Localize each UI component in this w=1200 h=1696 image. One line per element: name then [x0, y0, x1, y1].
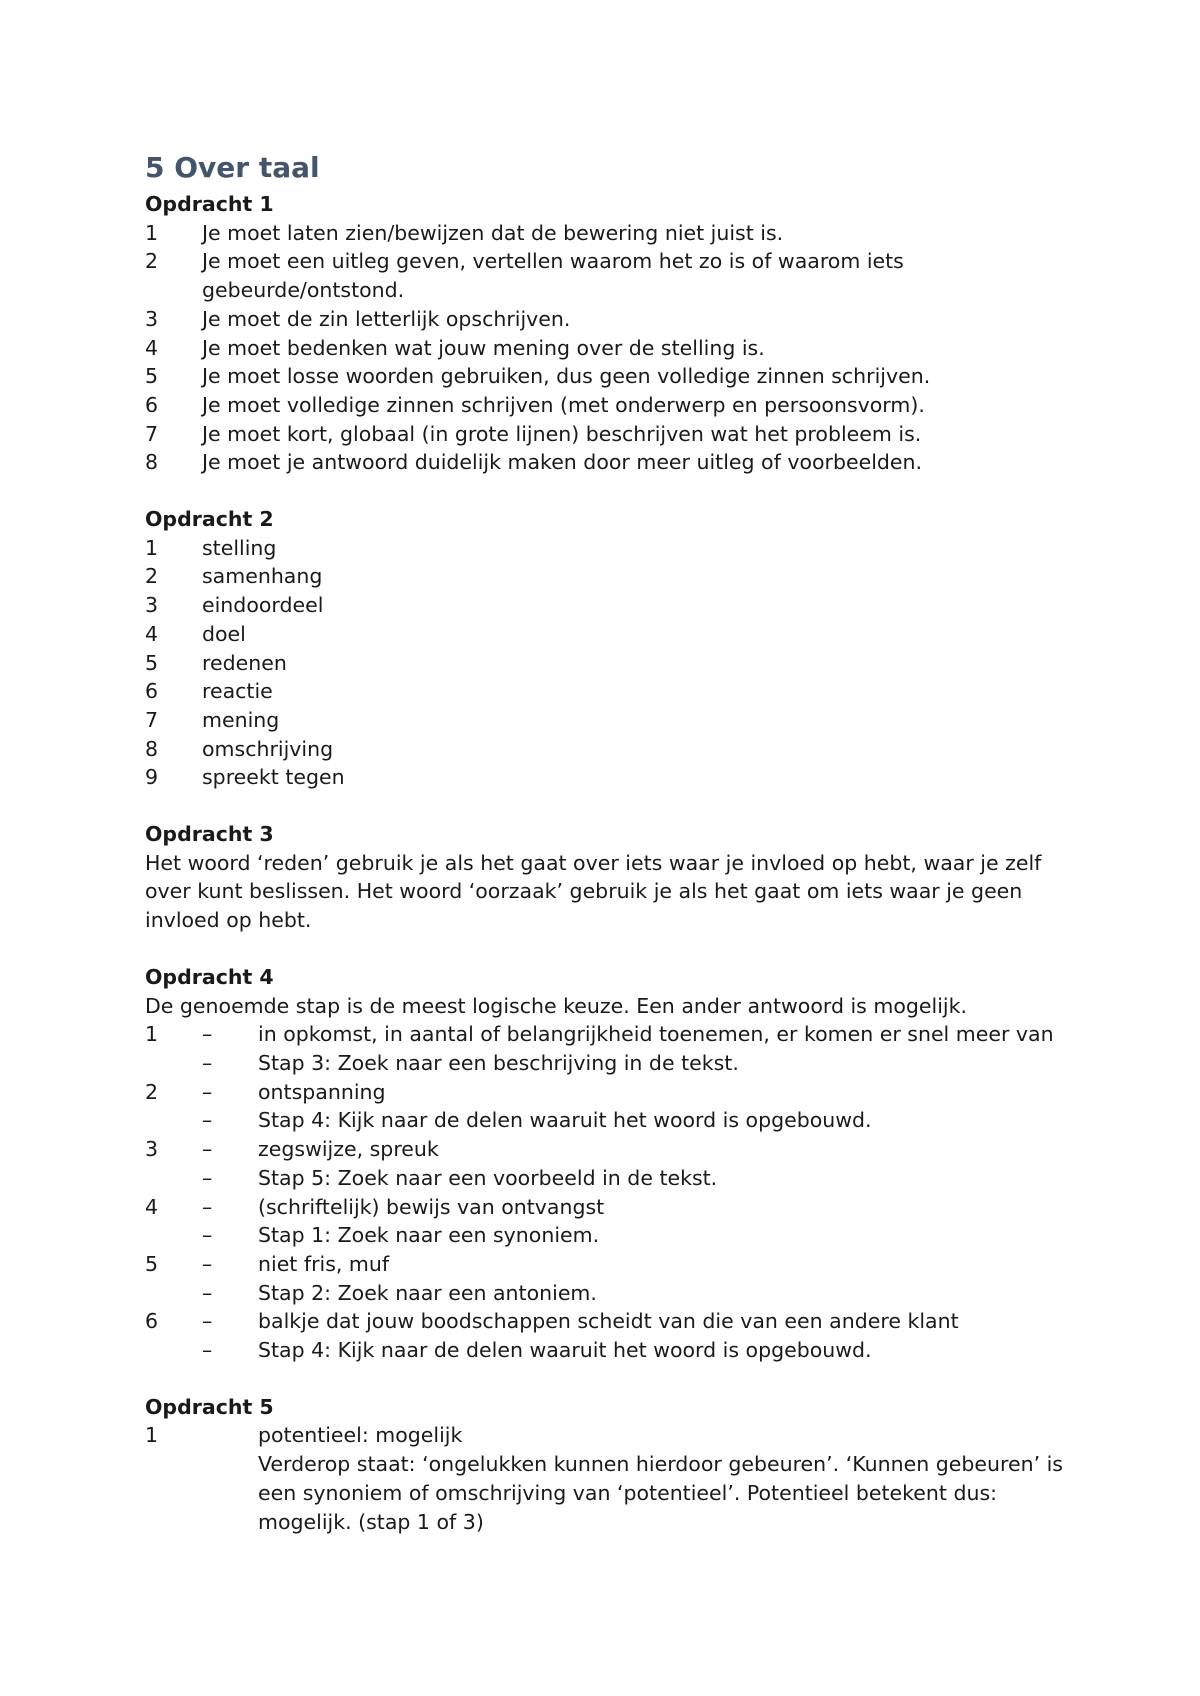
list-item [145, 1279, 1075, 1308]
item-text: Je moet bedenken wat jouw mening over de stelling is. [202, 335, 765, 360]
opdracht-2-section [145, 505, 1075, 792]
item-text: Je moet volledige zinnen schrijven (met onderwerp en persoonsvorm). [202, 392, 925, 417]
opdracht-3-paragraph: Het woord ‘reden’ gebruik je als het gaat over iets waar je invloed op hebt, waar je zelf over kunt beslissen. Het woord ‘oorzaak’ gebruik je als het gaat om iets waar je geen invloed op hebt. [145, 850, 1042, 933]
list-item [145, 534, 1075, 563]
item-number: 5 [145, 1251, 159, 1276]
item-text: Je moet laten zien/bewijzen dat de bewering niet juist is. [202, 220, 784, 245]
item-number: 3 [145, 593, 159, 618]
item-meaning: zegswijze, spreuk [258, 1137, 439, 1162]
list-item [145, 1020, 1075, 1049]
list-item [145, 1336, 1075, 1365]
item-number: 5 [145, 364, 159, 389]
opdracht-2-heading: Opdracht 2 [145, 507, 274, 532]
item-number: 2 [145, 564, 159, 589]
item-number: 6 [145, 679, 159, 704]
item-number: 7 [145, 421, 159, 446]
item-number: 1 [145, 220, 159, 245]
list-item [145, 620, 1075, 649]
dash-bullet: – [202, 1251, 213, 1276]
list-item [145, 1250, 1075, 1279]
opdracht-3-section [145, 820, 1075, 935]
item-text: Je moet losse woorden gebruiken, dus geen volledige zinnen schrijven. [202, 364, 931, 389]
opdracht-5-heading: Opdracht 5 [145, 1394, 274, 1419]
item-step: Stap 3: Zoek naar een beschrijving in de tekst. [258, 1050, 739, 1075]
list-item [145, 1078, 1075, 1107]
dash-bullet: – [202, 1050, 213, 1075]
dash-bullet: – [202, 1022, 213, 1047]
item-meaning: in opkomst, in aantal of belangrijkheid toenemen, er komen er snel meer van [258, 1022, 1054, 1047]
dash-bullet: – [202, 1280, 213, 1305]
item-step: Stap 1: Zoek naar een synoniem. [258, 1223, 600, 1248]
dash-bullet: – [202, 1137, 213, 1162]
list-item [145, 1307, 1075, 1336]
document-page [145, 150, 1075, 1564]
item-text: redenen [202, 650, 287, 675]
item-text: eindoordeel [202, 593, 324, 618]
item-number: 8 [145, 450, 159, 475]
list-item [145, 591, 1075, 620]
list-item [145, 677, 1075, 706]
item-number: 1 [145, 1022, 159, 1047]
item-meaning: niet fris, muf [258, 1251, 390, 1276]
list-item [145, 1106, 1075, 1135]
list-item [145, 334, 1075, 363]
list-item [145, 763, 1075, 792]
item-number: 3 [145, 306, 159, 331]
dash-bullet: – [202, 1194, 213, 1219]
item-number: 6 [145, 1309, 159, 1334]
item-text: reactie [202, 679, 273, 704]
item-number: 8 [145, 736, 159, 761]
item-number: 1 [145, 1423, 159, 1448]
item-number: 4 [145, 335, 159, 360]
item-text: spreekt tegen [202, 765, 345, 790]
list-item [145, 1221, 1075, 1250]
opdracht-4-heading: Opdracht 4 [145, 964, 274, 989]
item-number: 2 [145, 249, 159, 274]
item-text: doel [202, 621, 246, 646]
item-step: Stap 2: Zoek naar een antoniem. [258, 1280, 597, 1305]
item-text: mening [202, 707, 280, 732]
page-title: 5 Over taal [145, 151, 320, 184]
item-text: Je moet je antwoord duidelijk maken door meer uitleg of voorbeelden. [202, 450, 923, 475]
list-item [145, 420, 1075, 449]
list-item [145, 247, 1075, 304]
item-step: Stap 5: Zoek naar een voorbeeld in de tekst. [258, 1165, 718, 1190]
dash-bullet: – [202, 1223, 213, 1248]
dash-bullet: – [202, 1165, 213, 1190]
list-item [145, 1049, 1075, 1078]
dash-bullet: – [202, 1338, 213, 1363]
list-item [145, 562, 1075, 591]
item-step: Stap 4: Kijk naar de delen waaruit het woord is opgebouwd. [258, 1108, 872, 1133]
item-step: Stap 4: Kijk naar de delen waaruit het woord is opgebouwd. [258, 1338, 872, 1363]
item-meaning: (schriftelijk) bewijs van ontvangst [258, 1194, 605, 1219]
list-item [145, 1135, 1075, 1164]
item-number: 2 [145, 1079, 159, 1104]
list-item [145, 305, 1075, 334]
opdracht-5-section [145, 1393, 1075, 1537]
item-text: Je moet kort, globaal (in grote lijnen) beschrijven wat het probleem is. [202, 421, 922, 446]
list-item [145, 1193, 1075, 1222]
item-number: 6 [145, 392, 159, 417]
list-item [145, 735, 1075, 764]
item-number: 7 [145, 707, 159, 732]
opdracht-1-heading: Opdracht 1 [145, 192, 274, 216]
item-number: 1 [145, 535, 159, 560]
item-number: 4 [145, 1194, 159, 1219]
list-item [145, 1164, 1075, 1193]
dash-bullet: – [202, 1108, 213, 1133]
item-meaning: balkje dat jouw boodschappen scheidt van die van een andere klant [258, 1309, 959, 1334]
item-explanation: Verderop staat: ‘ongelukken kunnen hierdoor gebeuren’. ‘Kunnen gebeuren’ is een synoniem of omschrijving van ‘potentieel’. Potentieel betekent dus: mogelijk. (stap 1 of 3) [258, 1452, 1063, 1534]
item-text: omschrijving [202, 736, 334, 761]
list-item [145, 649, 1075, 678]
list-item [145, 219, 1075, 248]
item-text: stelling [202, 535, 277, 560]
list-item [145, 1421, 1075, 1450]
item-number: 5 [145, 650, 159, 675]
opdracht-4-section [145, 963, 1075, 1365]
item-number: 4 [145, 621, 159, 646]
opdracht-4-intro: De genoemde stap is de meest logische keuze. Een ander antwoord is mogelijk. [145, 993, 967, 1018]
item-text: Je moet een uitleg geven, vertellen waarom het zo is of waarom iets gebeurde/ontstond. [202, 249, 904, 303]
list-item [145, 706, 1075, 735]
item-answer: potentieel: mogelijk [258, 1423, 463, 1448]
item-number: 9 [145, 765, 159, 790]
opdracht-3-heading: Opdracht 3 [145, 822, 274, 847]
item-number: 3 [145, 1137, 159, 1162]
item-text: Je moet de zin letterlijk opschrijven. [202, 306, 571, 331]
list-item [145, 1450, 1075, 1536]
list-item [145, 448, 1075, 477]
item-meaning: ontspanning [258, 1079, 386, 1104]
dash-bullet: – [202, 1079, 213, 1104]
list-item [145, 362, 1075, 391]
list-item [145, 391, 1075, 420]
dash-bullet: – [202, 1309, 213, 1334]
item-text: samenhang [202, 564, 323, 589]
opdracht-1-section [145, 190, 1075, 477]
